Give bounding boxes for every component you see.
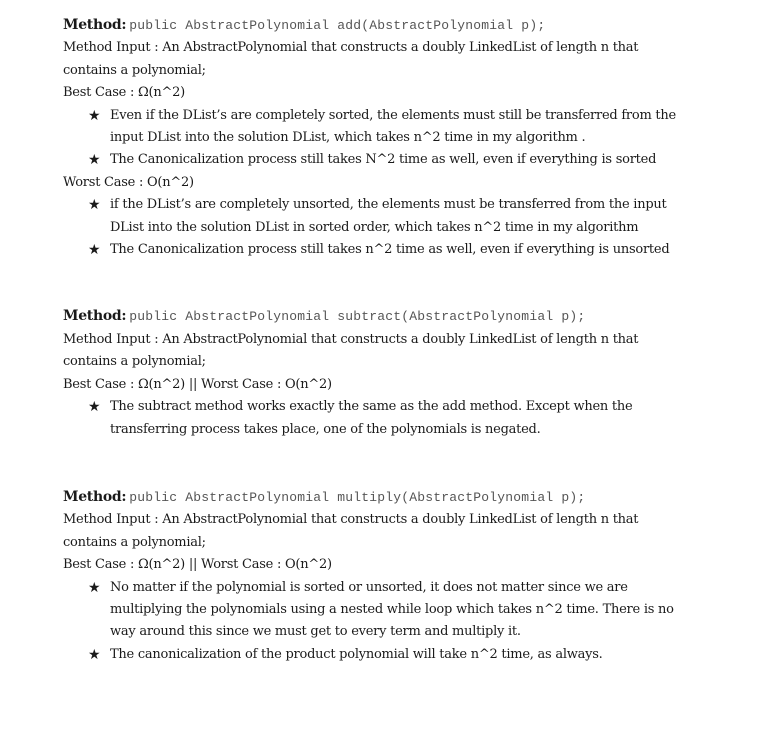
star-bullet-icon: ★	[88, 579, 101, 596]
section-spacer	[63, 441, 703, 486]
best-case-bullets	[63, 105, 703, 172]
add-method-section	[63, 14, 703, 261]
method-signature-line	[63, 14, 703, 37]
star-bullet-icon: ★	[88, 646, 101, 663]
method-label: Method:	[63, 488, 127, 505]
list-item	[88, 194, 703, 239]
star-bullet-icon: ★	[88, 152, 101, 169]
subtract-method-section	[63, 305, 703, 440]
method-input: Method Input : An AbstractPolynomial that constructs a doubly LinkedList of length n that contains a polynomial;	[63, 512, 639, 550]
best-case: Best Case : Ω(n^2)	[63, 85, 185, 101]
multiply-bullets	[63, 577, 703, 667]
list-item	[88, 396, 703, 441]
list-item	[88, 644, 703, 666]
subtract-bullets	[63, 396, 703, 441]
bullet-text: The subtract method works exactly the same as the add method. Except when the transferring process takes place, one of the polynomials is negated.	[110, 399, 633, 437]
multiply-method-section	[63, 486, 703, 666]
bullet-text: Even if the DList’s are completely sorted, the elements must still be transferred from the input DList into the solution DList, which takes n^2 time in my algorithm .	[110, 107, 676, 146]
bullet-text: if the DList’s are completely unsorted, the elements must be transferred from the input DList into the solution DList in sorted order, which takes n^2 time in my algorithm	[110, 197, 667, 235]
worst-case: Worst Case : O(n^2)	[63, 174, 194, 190]
section-spacer	[63, 261, 703, 305]
method-label: Method:	[63, 17, 127, 33]
complexity-cases: Best Case : Ω(n^2) || Worst Case : O(n^2)	[63, 557, 332, 573]
bullet-text: The Canonicalization process still takes n^2 time as well, even if everything is unsorted	[110, 242, 670, 258]
worst-case-bullets	[63, 194, 703, 261]
list-item	[88, 149, 703, 171]
star-bullet-icon: ★	[88, 107, 101, 124]
method-signature: public AbstractPolynomial multiply(AbstractPolynomial p);	[129, 489, 586, 505]
list-item	[88, 577, 703, 644]
star-bullet-icon: ★	[88, 399, 101, 416]
document-page	[63, 14, 703, 666]
method-signature-line	[63, 486, 703, 509]
complexity-cases: Best Case : Ω(n^2) || Worst Case : O(n^2)	[63, 376, 332, 392]
bullet-text: The Canonicalization process still takes N^2 time as well, even if everything is sorted	[110, 152, 657, 168]
list-item	[88, 239, 703, 261]
list-item	[88, 105, 703, 150]
method-signature-line	[63, 305, 703, 328]
star-bullet-icon: ★	[88, 242, 101, 259]
method-input: Method Input : An AbstractPolynomial that constructs a doubly LinkedList of length n that contains a polynomial;	[63, 331, 639, 370]
method-label: Method:	[63, 308, 127, 325]
method-signature: public AbstractPolynomial add(AbstractPolynomial p);	[129, 18, 546, 33]
method-signature: public AbstractPolynomial subtract(AbstractPolynomial p);	[129, 309, 586, 325]
star-bullet-icon: ★	[88, 197, 101, 214]
bullet-text: The canonicalization of the product polynomial will take n^2 time, as always.	[110, 646, 603, 662]
bullet-text: No matter if the polynomial is sorted or unsorted, it does not matter since we are multiplying the polynomials using a nested while loop which takes n^2 time. There is no way around this since we must get to every term and multiply it.	[110, 579, 674, 640]
method-input: Method Input : An AbstractPolynomial that constructs a doubly LinkedList of length n that contains a polynomial;	[63, 40, 639, 78]
